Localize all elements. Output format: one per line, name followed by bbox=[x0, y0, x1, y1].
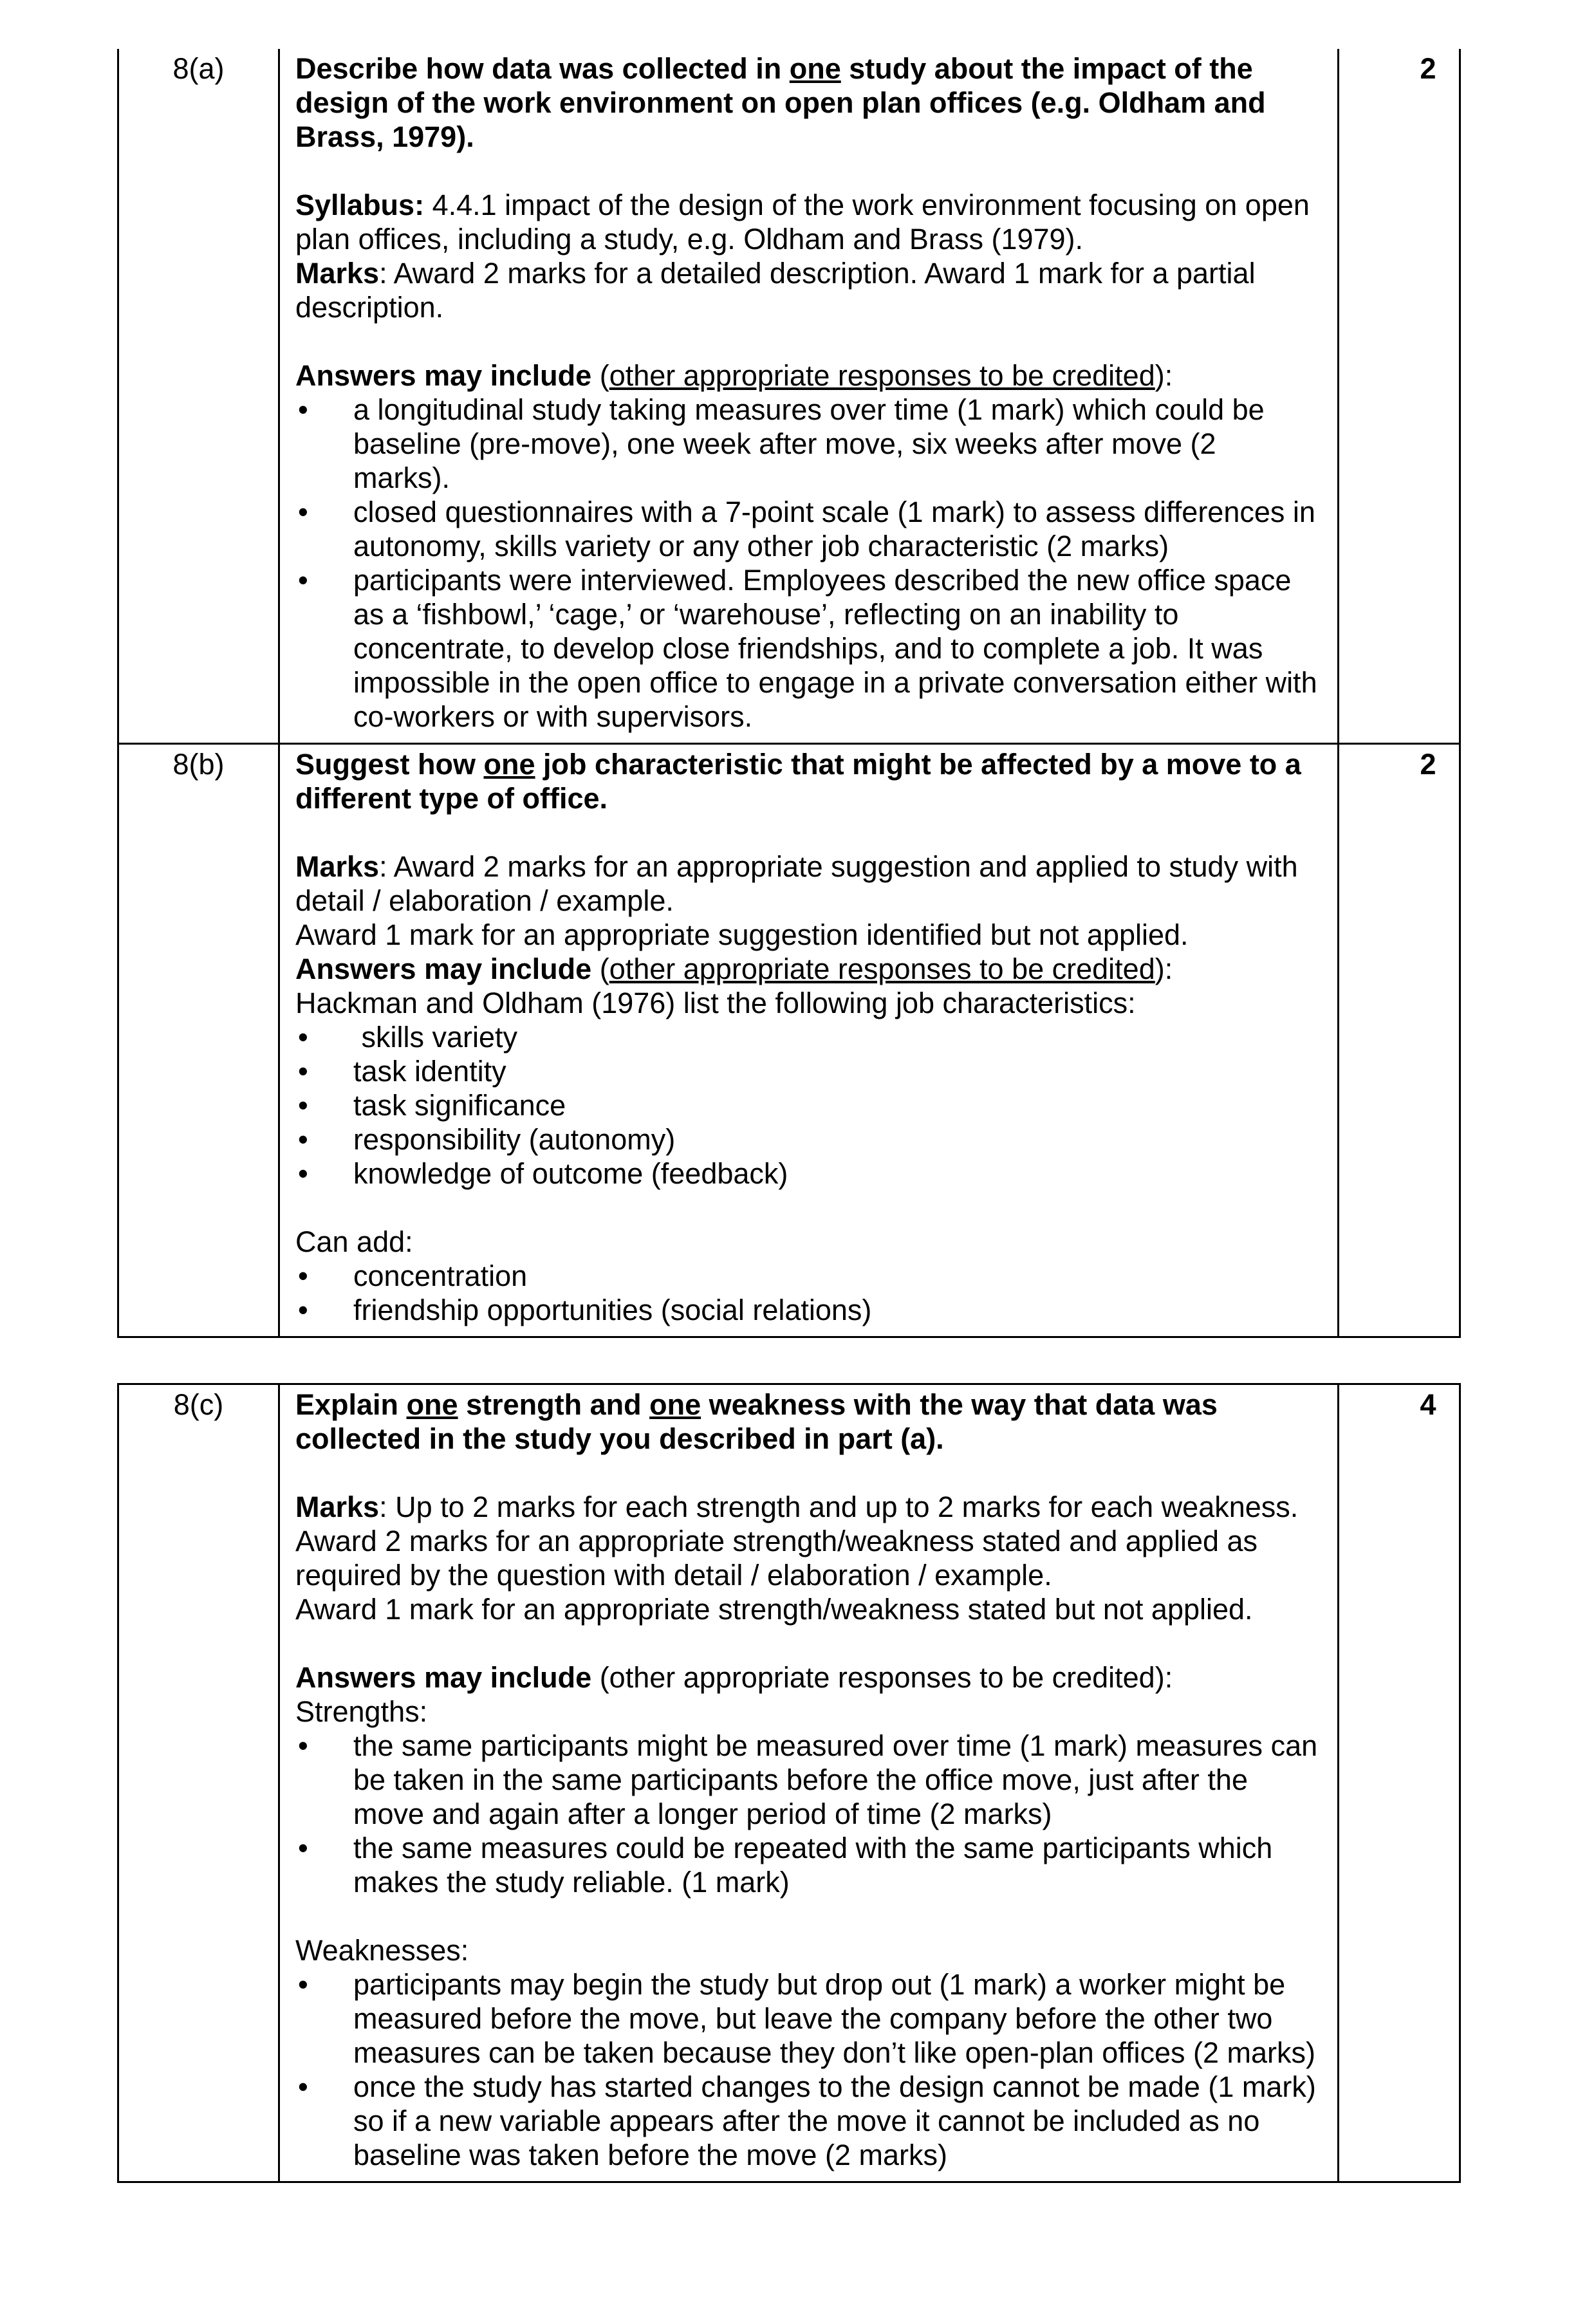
add-list-8b bbox=[295, 1259, 1321, 1327]
list-item: • task identity bbox=[295, 1054, 1321, 1088]
question-number-8c: 8(c) bbox=[118, 1384, 279, 2182]
list-item: • friendship opportunities (social relations) bbox=[295, 1293, 1321, 1327]
strengths-label: Strengths: bbox=[295, 1695, 428, 1728]
marks-guidance-8a: Marks: Award 2 marks for a detailed description. Award 1 mark for a partial description. bbox=[295, 257, 1256, 324]
answers-heading-8b: Answers may include (other appropriate responses to be credited): bbox=[295, 952, 1173, 985]
list-item: • participants may begin the study but drop out (1 mark) a worker might be measured before the move, but leave the company before the other two measures can be taken because they don’t like open-plan offices (2 marks) bbox=[295, 1967, 1321, 2070]
strengths-list bbox=[295, 1729, 1321, 1899]
syllabus-8a: Syllabus: 4.4.1 impact of the design of the work environment focusing on open plan offices, including a study, e.g. Oldham and Brass (1979). bbox=[295, 189, 1310, 255]
list-item: • knowledge of outcome (feedback) bbox=[295, 1156, 1321, 1191]
question-text-8b: Suggest how one job characteristic that might be affected by a move to a different type of office. bbox=[295, 748, 1301, 815]
list-item: • the same participants might be measured over time (1 mark) measures can be taken in the same participants before the office move, just after the move and again after a longer period of time (2 marks) bbox=[295, 1729, 1321, 1831]
question-body-8b bbox=[279, 744, 1339, 1337]
question-number-8b: 8(b) bbox=[118, 744, 279, 1337]
marks-guidance-8b-2: Award 1 mark for an appropriate suggestion identified but not applied. bbox=[295, 918, 1189, 951]
weaknesses-label: Weaknesses: bbox=[295, 1934, 469, 1967]
answer-list-8b bbox=[295, 1020, 1321, 1191]
list-item: • once the study has started changes to the design cannot be made (1 mark) so if a new variable appears after the move it cannot be included as no baseline was taken before the move (2 marks) bbox=[295, 2070, 1321, 2172]
marks-guidance-8c-3: Award 1 mark for an appropriate strength/weakness stated but not applied. bbox=[295, 1593, 1253, 1626]
intro-8b: Hackman and Oldham (1976) list the following job characteristics: bbox=[295, 987, 1136, 1019]
list-item: • a longitudinal study taking measures over time (1 mark) which could be baseline (pre-move), one week after move, six weeks after move (2 marks). bbox=[295, 393, 1321, 495]
question-body-8c bbox=[279, 1384, 1339, 2182]
mark-scheme-table-upper bbox=[117, 49, 1461, 1338]
list-item: • closed questionnaires with a 7-point scale (1 mark) to assess differences in autonomy, skills variety or any other job characteristic (2 marks) bbox=[295, 495, 1321, 563]
list-item: • the same measures could be repeated with the same participants which makes the study reliable. (1 mark) bbox=[295, 1831, 1321, 1899]
marks-8c: 4 bbox=[1339, 1384, 1460, 2182]
weaknesses-list bbox=[295, 1967, 1321, 2172]
answers-heading-8c: Answers may include (other appropriate responses to be credited): bbox=[295, 1661, 1173, 1694]
question-text-8c: Explain one strength and one weakness with the way that data was collected in the study you described in part (a). bbox=[295, 1388, 1218, 1455]
list-item: • task significance bbox=[295, 1088, 1321, 1122]
marks-8a: 2 bbox=[1339, 49, 1460, 744]
marks-guidance-8c: Marks: Up to 2 marks for each strength and up to 2 marks for each weakness. bbox=[295, 1491, 1299, 1523]
mark-scheme-table-lower bbox=[117, 1383, 1461, 2183]
can-add-8b: Can add: bbox=[295, 1225, 413, 1258]
list-item: • responsibility (autonomy) bbox=[295, 1122, 1321, 1156]
question-number-8a: 8(a) bbox=[118, 49, 279, 744]
question-row-8c bbox=[118, 1384, 1460, 2182]
question-row-8a bbox=[118, 49, 1460, 744]
answers-heading-8a: Answers may include (other appropriate responses to be credited): bbox=[295, 359, 1173, 392]
question-row-8b bbox=[118, 744, 1460, 1337]
list-item: • participants were interviewed. Employees described the new office space as a ‘fishbowl,’ ‘cage,’ or ‘warehouse’, reflecting on an inability to concentrate, to develop close friendships, and to complete a job. It was impossible in the open office to engage in a private conversation either with co-workers or with supervisors. bbox=[295, 563, 1321, 734]
list-item: • concentration bbox=[295, 1259, 1321, 1293]
marks-guidance-8c-2: Award 2 marks for an appropriate strength/weakness stated and applied as required by the question with detail / elaboration / example. bbox=[295, 1525, 1258, 1592]
marks-8b: 2 bbox=[1339, 744, 1460, 1337]
question-body-8a bbox=[279, 49, 1339, 744]
list-item: • skills variety bbox=[295, 1020, 1321, 1054]
marks-guidance-8b: Marks: Award 2 marks for an appropriate suggestion and applied to study with detail / elaboration / example. bbox=[295, 850, 1298, 917]
question-text-8a: Describe how data was collected in one study about the impact of the design of the work environment on open plan offices (e.g. Oldham and Brass, 1979). bbox=[295, 52, 1266, 153]
answer-list-8a bbox=[295, 393, 1321, 734]
